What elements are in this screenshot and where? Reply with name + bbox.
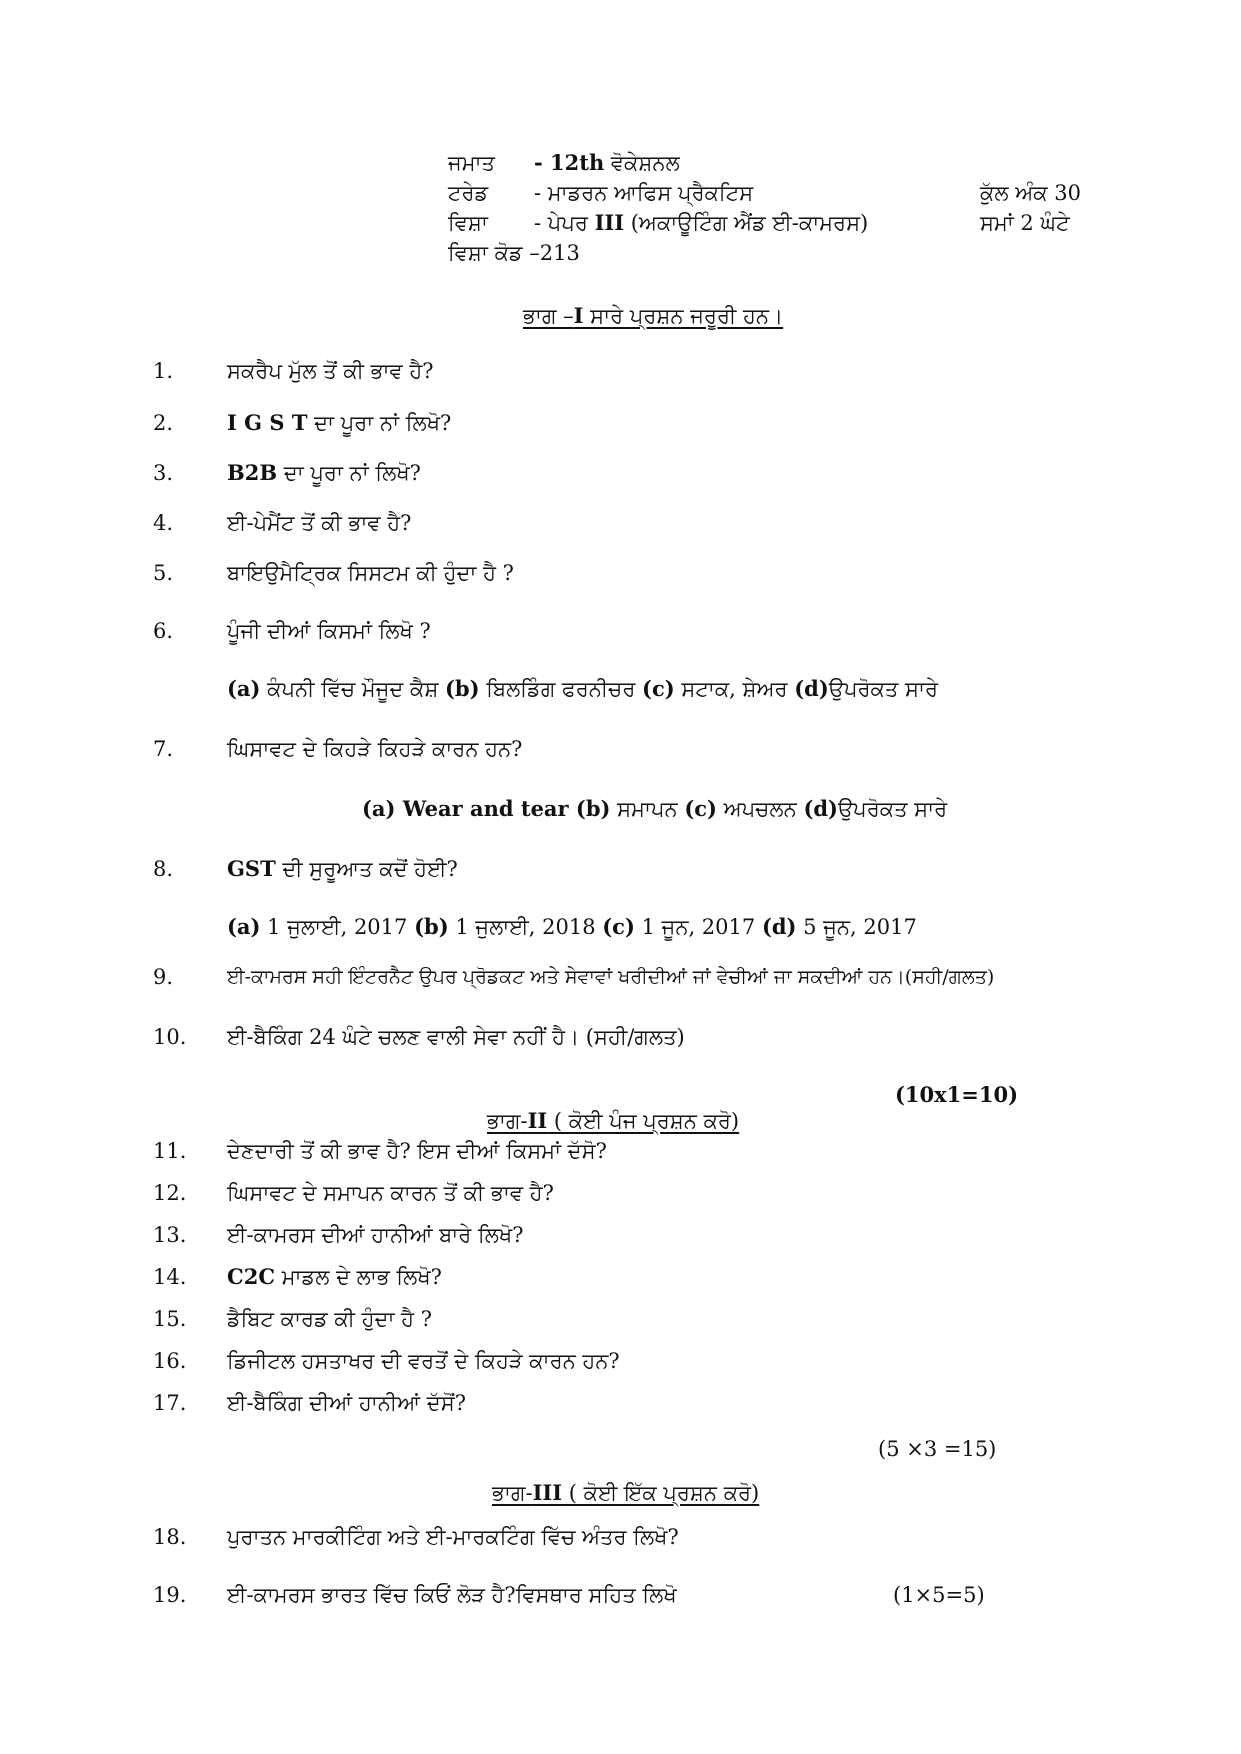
part-3-marks: (1×5=5) (893, 1583, 985, 1607)
class-value: - 12th ਵੋਕੇਸ਼ਨਲ (534, 150, 680, 175)
question-text: C2C ਮਾਡਲ ਦੇ ਲਾਭ ਲਿਖੋ? (227, 1264, 442, 1289)
question-number: 7. (153, 737, 174, 761)
part-1-heading: ਭਾਗ –I ਸਾਰੇ ਪ੍ਰਸ਼ਨ ਜਰੂਰੀ ਹਨ। (523, 303, 784, 328)
question-number: 14. (153, 1265, 187, 1289)
part-2-heading: ਭਾਗ-II ( ਕੋਈ ਪੰਜ ਪ੍ਰਸ਼ਨ ਕਰੋ) (487, 1108, 740, 1133)
question-number: 2. (153, 411, 174, 435)
question-text: ਪੁਰਾਤਨ ਮਾਰਕੀਟਿੰਗ ਅਤੇ ਈ-ਮਾਰਕਟਿੰਗ ਵਿੱਚ ਅੰਤਰ ਲਿਖੋ? (227, 1525, 679, 1549)
question-options: (a) Wear and tear (b) ਸਮਾਪਨ (c) ਅਪਚਲਨ (d)ਉਪਰੋਕਤ ਸਾਰੇ (362, 796, 948, 821)
question-number: 15. (153, 1307, 187, 1331)
question-text: ਈ-ਪੇਮੈਂਟ ਤੋਂ ਕੀ ਭਾਵ ਹੈ? (227, 511, 412, 535)
question-number: 12. (153, 1181, 187, 1205)
part-1-marks: (10x1=10) (895, 1082, 1019, 1107)
part-3-heading: ਭਾਗ-III ( ਕੋਈ ਇੱਕ ਪ੍ਰਸ਼ਨ ਕਰੋ) (492, 1480, 760, 1505)
question-text: ਦੇਣਦਾਰੀ ਤੋਂ ਕੀ ਭਾਵ ਹੈ? ਇਸ ਦੀਆਂ ਕਿਸਮਾਂ ਦੱਸੋ? (227, 1139, 607, 1163)
class-label: ਜਮਾਤ (448, 151, 495, 175)
question-text: ਪੂੰਜੀ ਦੀਆਂ ਕਿਸਮਾਂ ਲਿਖੋ ? (227, 619, 431, 643)
question-number: 17. (153, 1391, 187, 1415)
question-text: B2B ਦਾ ਪੂਰਾ ਨਾਂ ਲਿਖੋ? (227, 460, 421, 485)
question-number: 11. (153, 1139, 187, 1163)
question-number: 13. (153, 1223, 187, 1247)
question-number: 1. (153, 359, 174, 383)
question-text: ਡੈਬਿਟ ਕਾਰਡ ਕੀ ਹੁੰਦਾ ਹੈ ? (227, 1307, 432, 1331)
question-text: ਈ-ਕਾਮਰਸ ਦੀਆਂ ਹਾਨੀਆਂ ਬਾਰੇ ਲਿਖੋ? (227, 1223, 524, 1247)
question-text: ਈ-ਕਾਮਰਸ ਭਾਰਤ ਵਿੱਚ ਕਿਓਂ ਲੋੜ ਹੈ?ਵਿਸਥਾਰ ਸਹਿਤ ਲਿਖੋ (227, 1583, 677, 1607)
question-text: ਘਿਸਾਵਟ ਦੇ ਸਮਾਪਨ ਕਾਰਨ ਤੋਂ ਕੀ ਭਾਵ ਹੈ? (227, 1181, 554, 1205)
question-options: (a) ਕੰਪਨੀ ਵਿੱਚ ਮੌਜੂਦ ਕੈਸ਼ (b) ਬਿਲਡਿੰਗ ਫਰਨੀਚਰ (c) ਸਟਾਕ, ਸ਼ੇਅਰ (d)ਉਪਰੋਕਤ ਸਾਰੇ (227, 676, 938, 701)
part-2-marks: (5 ×3 =15) (878, 1437, 997, 1461)
question-number: 6. (153, 619, 174, 643)
question-number: 8. (153, 857, 174, 881)
trade-value: - ਮਾਡਰਨ ਆਫਿਸ ਪ੍ਰੈਕਟਿਸ (534, 181, 754, 205)
question-text: I G S T ਦਾ ਪੂਰਾ ਨਾਂ ਲਿਖੋ? (227, 410, 452, 435)
question-options: (a) 1 ਜੁਲਾਈ, 2017 (b) 1 ਜੁਲਾਈ, 2018 (c) 1 ਜੂਨ, 2017 (d) 5 ਜੂਨ, 2017 (227, 914, 917, 939)
question-text: ਸਕਰੈਪ ਮੁੱਲ ਤੋਂ ਕੀ ਭਾਵ ਹੈ? (227, 359, 434, 383)
question-number: 9. (153, 965, 174, 989)
question-number: 4. (153, 511, 174, 535)
question-text: ਈ-ਬੈਕਿੰਗ ਦੀਆਂ ਹਾਨੀਆਂ ਦੱਸੋਂ? (227, 1391, 466, 1415)
question-text: ਘਿਸਾਵਟ ਦੇ ਕਿਹੜੇ ਕਿਹੜੇ ਕਾਰਨ ਹਨ? (227, 737, 523, 761)
question-text: ਈ-ਬੈਕਿੰਗ 24 ਘੰਟੇ ਚਲਣ ਵਾਲੀ ਸੇਵਾ ਨਹੀਂ ਹੈ। (ਸਹੀ/ਗਲਤ) (227, 1025, 685, 1049)
exam-time: ਸਮਾਂ 2 ਘੰਟੇ (980, 211, 1070, 235)
question-number: 18. (153, 1525, 187, 1549)
question-number: 3. (153, 461, 174, 485)
total-marks: ਕੁੱਲ ਅੰਕ 30 (980, 181, 1081, 205)
question-number: 19. (153, 1583, 187, 1607)
question-number: 16. (153, 1349, 187, 1373)
question-text: ਬਾਇਉਮੈਟ੍ਰਿਕ ਸਿਸਟਮ ਕੀ ਹੁੰਦਾ ਹੈ ? (227, 561, 514, 585)
subject-label: ਵਿਸ਼ਾ (448, 211, 488, 235)
question-text: GST ਦੀ ਸੁਰੂਆਤ ਕਦੋਂ ਹੋਈ? (227, 856, 458, 881)
question-number: 5. (153, 561, 174, 585)
question-text: ਡਿਜੀਟਲ ਹਸਤਾਖਰ ਦੀ ਵਰਤੋਂ ਦੇ ਕਿਹੜੇ ਕਾਰਨ ਹਨ? (227, 1349, 620, 1373)
trade-label: ਟਰੇਡ (448, 181, 489, 205)
question-number: 10. (153, 1025, 187, 1049)
subject-code: ਵਿਸ਼ਾ ਕੋਡ –213 (448, 241, 580, 265)
question-text: ਈ-ਕਾਮਰਸ ਸਹੀ ਇੰਟਰਨੈਟ ਉਪਰ ਪ੍ਰੋਡਕਟ ਅਤੇ ਸੇਵਾਵਾਂ ਖਰੀਦੀਆਂ ਜਾਂ ਵੇਚੀਆਂ ਜਾ ਸਕਦੀਆਂ ਹਨ।(ਸਹੀ/ਗਲਤ) (227, 966, 995, 988)
subject-value: - ਪੇਪਰ III (ਅਕਾਊਟਿੰਗ ਐਂਡ ਈ-ਕਾਮਰਸ) (534, 210, 869, 235)
